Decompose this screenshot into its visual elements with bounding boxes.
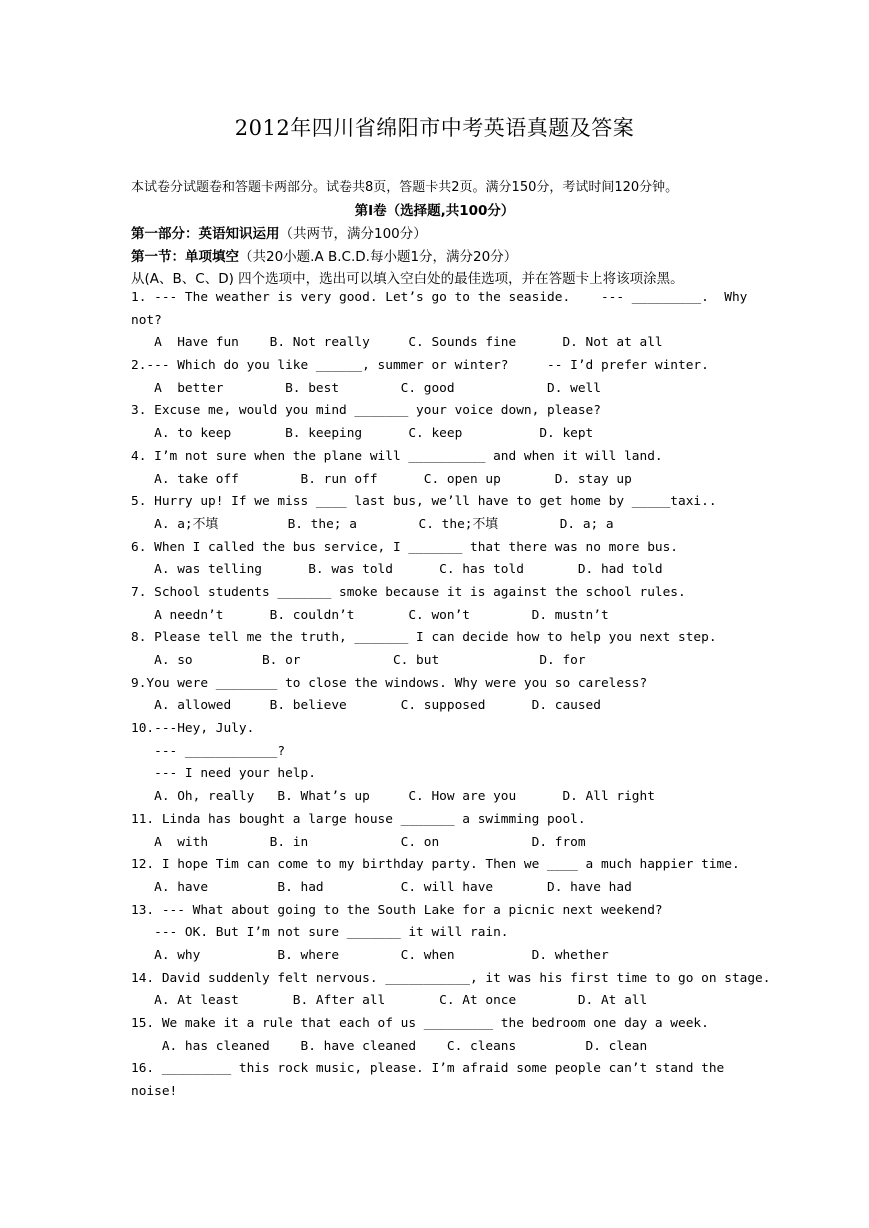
question-line: 7. School students _______ smoke because it is against the school rules. <box>131 584 686 600</box>
question-line: 12. I hope Tim can come to my birthday party. Then we ____ a much happier time. <box>131 857 740 873</box>
question-line: 5. Hurry up! If we miss ____ last bus, we’ll have to get home by _____taxi.. <box>131 494 717 510</box>
question-list <box>131 287 771 1104</box>
section-heading <box>131 245 517 265</box>
question-line: A. a;不填 B. the; a C. the;不填 D. a; a <box>131 516 614 532</box>
question-line: 14. David suddenly felt nervous. ___________, it was his first time to go on stage. <box>131 970 771 986</box>
question-line: --- ____________? <box>131 743 286 759</box>
question-line: A needn’t B. couldn’t C. won’t D. mustn’t <box>131 607 609 623</box>
part-heading-rest: （共两节，满分100分） <box>279 226 427 242</box>
question-line: A. Oh, really B. What’s up C. How are you D. All right <box>131 789 655 805</box>
question-line: A. take off B. run off C. open up D. stay up <box>131 471 632 487</box>
question-line: not? <box>131 312 162 328</box>
instruction-text: 从(A、B、C、D) 四个选项中，选出可以填入空白处的最佳选项，并在答题卡上将该项涂黑。 <box>131 271 684 287</box>
question-line: A. allowed B. believe C. supposed D. caused <box>131 698 601 714</box>
part-heading <box>131 222 427 242</box>
question-line: A. why B. where C. when D. whether <box>131 947 609 963</box>
question-line: --- OK. But I’m not sure _______ it will rain. <box>131 925 509 941</box>
question-line: A better B. best C. good D. well <box>131 380 601 396</box>
question-line: A Have fun B. Not really C. Sounds fine D. Not at all <box>131 335 663 351</box>
question-line: 16. _________ this rock music, please. I’m afraid some people can’t stand the <box>131 1061 725 1077</box>
question-line: 8. Please tell me the truth, _______ I can decide how to help you next step. <box>131 630 717 646</box>
exam-intro: 本试卷分试题卷和答题卡两部分。试卷共8页，答题卡共2页。满分150分，考试时间120分钟。 <box>131 180 679 195</box>
question-line: A with B. in C. on D. from <box>131 834 586 850</box>
question-line: 10.---Hey, July. <box>131 721 255 737</box>
question-line: 1. --- The weather is very good. Let’s go to the seaside. --- _________. Why <box>131 290 748 305</box>
question-line: 15. We make it a rule that each of us _________ the bedroom one day a week. <box>131 1016 709 1031</box>
question-line: A. have B. had C. will have D. have had <box>131 879 632 895</box>
question-line: A. so B. or C. but D. for <box>131 653 586 668</box>
section-heading-rest: （共20小题.A B.C.D.每小题1分，满分20分） <box>239 249 518 265</box>
question-line: A. to keep B. keeping C. keep D. kept <box>131 426 594 442</box>
part1-heading: 第Ⅰ卷（选择题,共100分） <box>354 203 515 219</box>
question-line: 9.You were ________ to close the windows. Why were you so careless? <box>131 675 648 691</box>
section-heading-bold: 第一节：单项填空 <box>131 249 239 265</box>
document-title: 2012年四川省绵阳市中考英语真题及答案 <box>234 116 635 140</box>
question-line: 13. --- What about going to the South Lake for a picnic next weekend? <box>131 902 663 918</box>
question-line: --- I need your help. <box>131 766 316 782</box>
question-line: 4. I’m not sure when the plane will __________ and when it will land. <box>131 448 663 464</box>
part-heading-bold: 第一部分：英语知识运用 <box>131 226 280 242</box>
question-line: 2.--- Which do you like ______, summer or winter? -- I’d prefer winter. <box>131 358 709 374</box>
question-line: A. At least B. After all C. At once D. At all <box>131 993 648 1009</box>
question-line: A. has cleaned B. have cleaned C. cleans D. clean <box>131 1038 648 1054</box>
question-line: 3. Excuse me, would you mind _______ your voice down, please? <box>131 403 601 419</box>
question-line: A. was telling B. was told C. has told D. had told <box>131 562 663 578</box>
question-line: noise! <box>131 1084 178 1100</box>
question-line: 11. Linda has bought a large house _______ a swimming pool. <box>131 811 586 827</box>
question-line: 6. When I called the bus service, I _______ that there was no more bus. <box>131 539 679 555</box>
